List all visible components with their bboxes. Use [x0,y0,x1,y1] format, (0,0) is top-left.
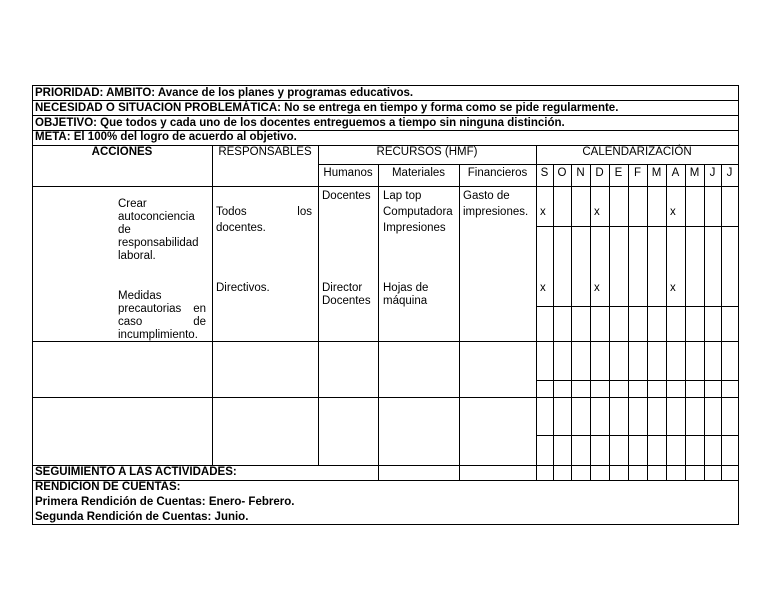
subheader-rule [318,164,739,165]
segunda-rendicion: Segunda Rendición de Cuentas: Junio. [35,511,249,523]
month-header: A [671,167,680,179]
accion-text: de [118,224,131,236]
responsables-text: Todos los [216,206,312,218]
primera-rendicion: Primera Rendición de Cuentas: Enero- Febrero. [35,496,295,508]
table-border [32,100,739,101]
humanos-text: Docentes [322,190,371,202]
calendar-row-rule [536,380,739,381]
table-border [32,480,739,481]
seguimiento-label: SEGUIMIENTO A LAS ACTIVIDADES: [35,466,237,478]
calendarizacion-header: CALENDARIZACIÓN [582,146,692,158]
humanos-text: Director [322,282,363,294]
financieros-text: Gasto de [463,190,510,202]
month-header: E [614,167,623,179]
month-column-rule [721,164,722,481]
table-border [32,85,33,525]
accion-text: caso de [118,316,206,328]
month-header: M [651,167,662,179]
responsables-header: RESPONSABLES [218,146,312,158]
month-header: M [689,167,700,179]
month-header: D [595,167,604,179]
materiales-text: Hojas de [383,282,429,294]
table-border [32,130,739,131]
month-column-rule [666,164,667,481]
month-column-rule [590,164,591,481]
materiales-text: máquina [383,295,428,307]
accion-text: incumplimiento. [118,329,198,341]
calendar-mark: x [540,206,546,218]
materiales-text: Impresiones [383,222,446,234]
month-header: F [633,167,642,179]
month-header: N [576,167,585,179]
calendar-row-rule [536,306,739,307]
row-rule [32,186,739,187]
month-header: O [557,167,567,179]
month-header: J [726,167,733,179]
calendar-mark: x [540,282,546,294]
month-header: J [709,167,716,179]
calendar-mark: x [670,206,676,218]
month-column-rule [628,164,629,481]
accion-text: laboral. [118,250,156,262]
responsables-text: Directivos. [216,282,270,294]
row-rule [32,397,739,398]
table-border [32,145,739,146]
table-border [32,524,739,525]
column-rule [536,145,537,481]
column-rule [378,164,379,481]
humanos-header: Humanos [323,167,373,179]
materiales-text: Computadora [383,206,453,218]
table-border [32,115,739,116]
materiales-header: Materiales [391,167,446,179]
month-column-rule [647,164,648,481]
column-rule [318,145,319,466]
materiales-text: Lap top [383,190,422,202]
calendar-row-rule [536,226,739,227]
accion-text: Crear [118,198,147,210]
prioridad-line: PRIORIDAD: AMBITO: Avance de los planes y programas educativos. [35,87,414,99]
accion-text: Medidas [118,290,162,302]
month-column-rule [704,164,705,481]
recursos-header: RECURSOS (HMF) [376,146,478,158]
table-border [32,465,739,466]
acciones-header: ACCIONES [91,146,153,158]
column-rule [459,164,460,481]
calendar-mark: x [670,282,676,294]
accion-text: autoconciencia [118,211,195,223]
month-column-rule [685,164,686,481]
necesidad-line: NECESIDAD O SITUACION PROBLEMÁTICA: No se entrega en tiempo y forma como se pide regularmente. [35,102,619,114]
accion-text: responsabilidad [118,237,199,249]
humanos-text: Docentes [322,295,371,307]
calendar-mark: x [594,282,600,294]
rendicion-label: RENDICION DE CUENTAS: [35,481,181,493]
month-header: S [540,167,549,179]
column-rule [212,145,213,466]
table-border [32,85,739,86]
month-column-rule [571,164,572,481]
responsables-text: docentes. [216,222,266,234]
accion-text: precautorias en [118,303,206,315]
financieros-text: impresiones. [463,206,529,218]
objetivo-line: OBJETIVO: Que todos y cada uno de los docentes entreguemos a tiempo sin ninguna distinción. [35,117,565,129]
month-column-rule [553,164,554,481]
meta-line: META: El 100% del logro de acuerdo al objetivo. [35,131,297,143]
month-column-rule [609,164,610,481]
table-border [738,85,739,525]
calendar-mark: x [594,206,600,218]
calendar-row-rule [536,435,739,436]
financieros-header: Financieros [467,167,528,179]
